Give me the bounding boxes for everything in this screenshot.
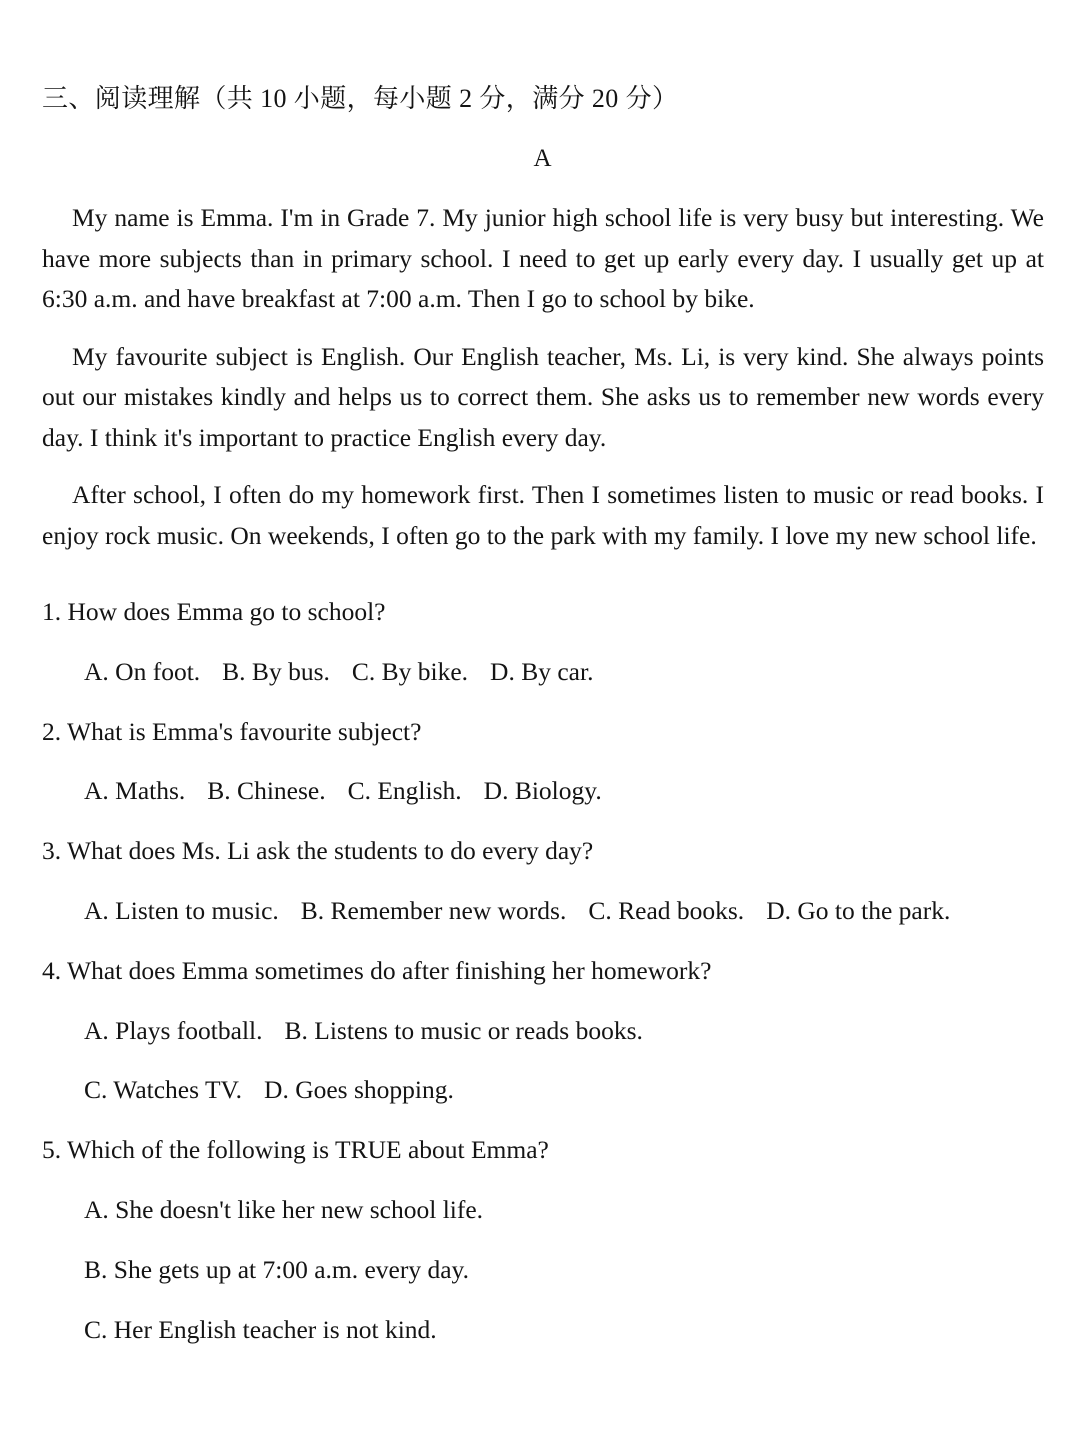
- passage-paragraph: After school, I often do my homework first. Then I sometimes listen to music or read books. I enjoy rock music. On weekends, I often go to the park with my family. I love my new school life.: [42, 480, 1044, 550]
- question-option[interactable]: C. Her English teacher is not kind.: [84, 1314, 437, 1344]
- questions-list: [42, 582, 1044, 1359]
- question-block: [42, 821, 1044, 941]
- question-options-row: [42, 1060, 1044, 1120]
- question-option[interactable]: C. By bike.: [351, 656, 469, 686]
- passage-paragraph: My favourite subject is English. Our English teacher, Ms. Li, is very kind. She always points out our mistakes kindly and helps us to correct them. She asks us to remember new words every day. I think it's important to practice English every day.: [42, 341, 1044, 452]
- question-stem: 2. What is Emma's favourite subject?: [42, 716, 422, 746]
- question-block: [42, 702, 1044, 822]
- question-options-row: [42, 761, 1044, 821]
- passage-label: A: [533, 145, 552, 172]
- question-options-row: [42, 1300, 1044, 1360]
- question-block: [42, 1120, 1044, 1359]
- question-stem: 1. How does Emma go to school?: [42, 597, 386, 626]
- question-block: [42, 941, 1044, 1120]
- passage-paragraph: My name is Emma. I'm in Grade 7. My junior high school life is very busy but interesting. We have more subjects than in primary school. I need to get up early every day. I usually get up at 6:30 a.m. and have breakfast at 7:00 a.m. Then I go to school by bike.: [42, 203, 1044, 313]
- question-option[interactable]: A. She doesn't like her new school life.: [84, 1194, 484, 1224]
- question-option[interactable]: B. Chinese.: [207, 776, 326, 806]
- question-option[interactable]: D. Biology.: [483, 776, 602, 806]
- question-options-row: [42, 881, 1044, 941]
- question-option[interactable]: A. Plays football.: [84, 1015, 263, 1045]
- question-option[interactable]: D. Goes shopping.: [264, 1075, 454, 1105]
- question-option[interactable]: C. Read books.: [588, 895, 745, 925]
- question-options-row: [42, 642, 1044, 702]
- question-option[interactable]: B. Remember new words.: [300, 895, 567, 925]
- question-option[interactable]: C. Watches TV.: [84, 1075, 243, 1105]
- page-content: [42, 0, 1044, 1359]
- question-option[interactable]: C. English.: [347, 776, 462, 806]
- question-stem: 5. Which of the following is TRUE about Emma?: [42, 1135, 549, 1165]
- question-option[interactable]: B. She gets up at 7:00 a.m. every day.: [84, 1254, 470, 1284]
- question-option[interactable]: A. Listen to music.: [84, 895, 279, 925]
- question-option[interactable]: D. Go to the park.: [766, 895, 951, 925]
- question-options-row: [42, 1180, 1044, 1240]
- question-stem: 4. What does Emma sometimes do after finishing her homework?: [42, 955, 712, 985]
- section-heading: 三、阅读理解（共 10 小题，每小题 2 分，满分 20 分）: [42, 84, 679, 113]
- question-stem: 3. What does Ms. Li ask the students to do every day?: [42, 836, 594, 866]
- question-option[interactable]: A. Maths.: [84, 776, 186, 806]
- question-options-row: [42, 1001, 1044, 1061]
- question-option[interactable]: D. By car.: [490, 656, 594, 686]
- question-block: [42, 582, 1044, 702]
- question-option[interactable]: B. By bus.: [222, 656, 330, 686]
- question-option[interactable]: A. On foot.: [84, 656, 201, 686]
- reading-passage: [42, 198, 1044, 556]
- question-options-row: [42, 1240, 1044, 1300]
- question-option[interactable]: B. Listens to music or reads books.: [284, 1015, 643, 1045]
